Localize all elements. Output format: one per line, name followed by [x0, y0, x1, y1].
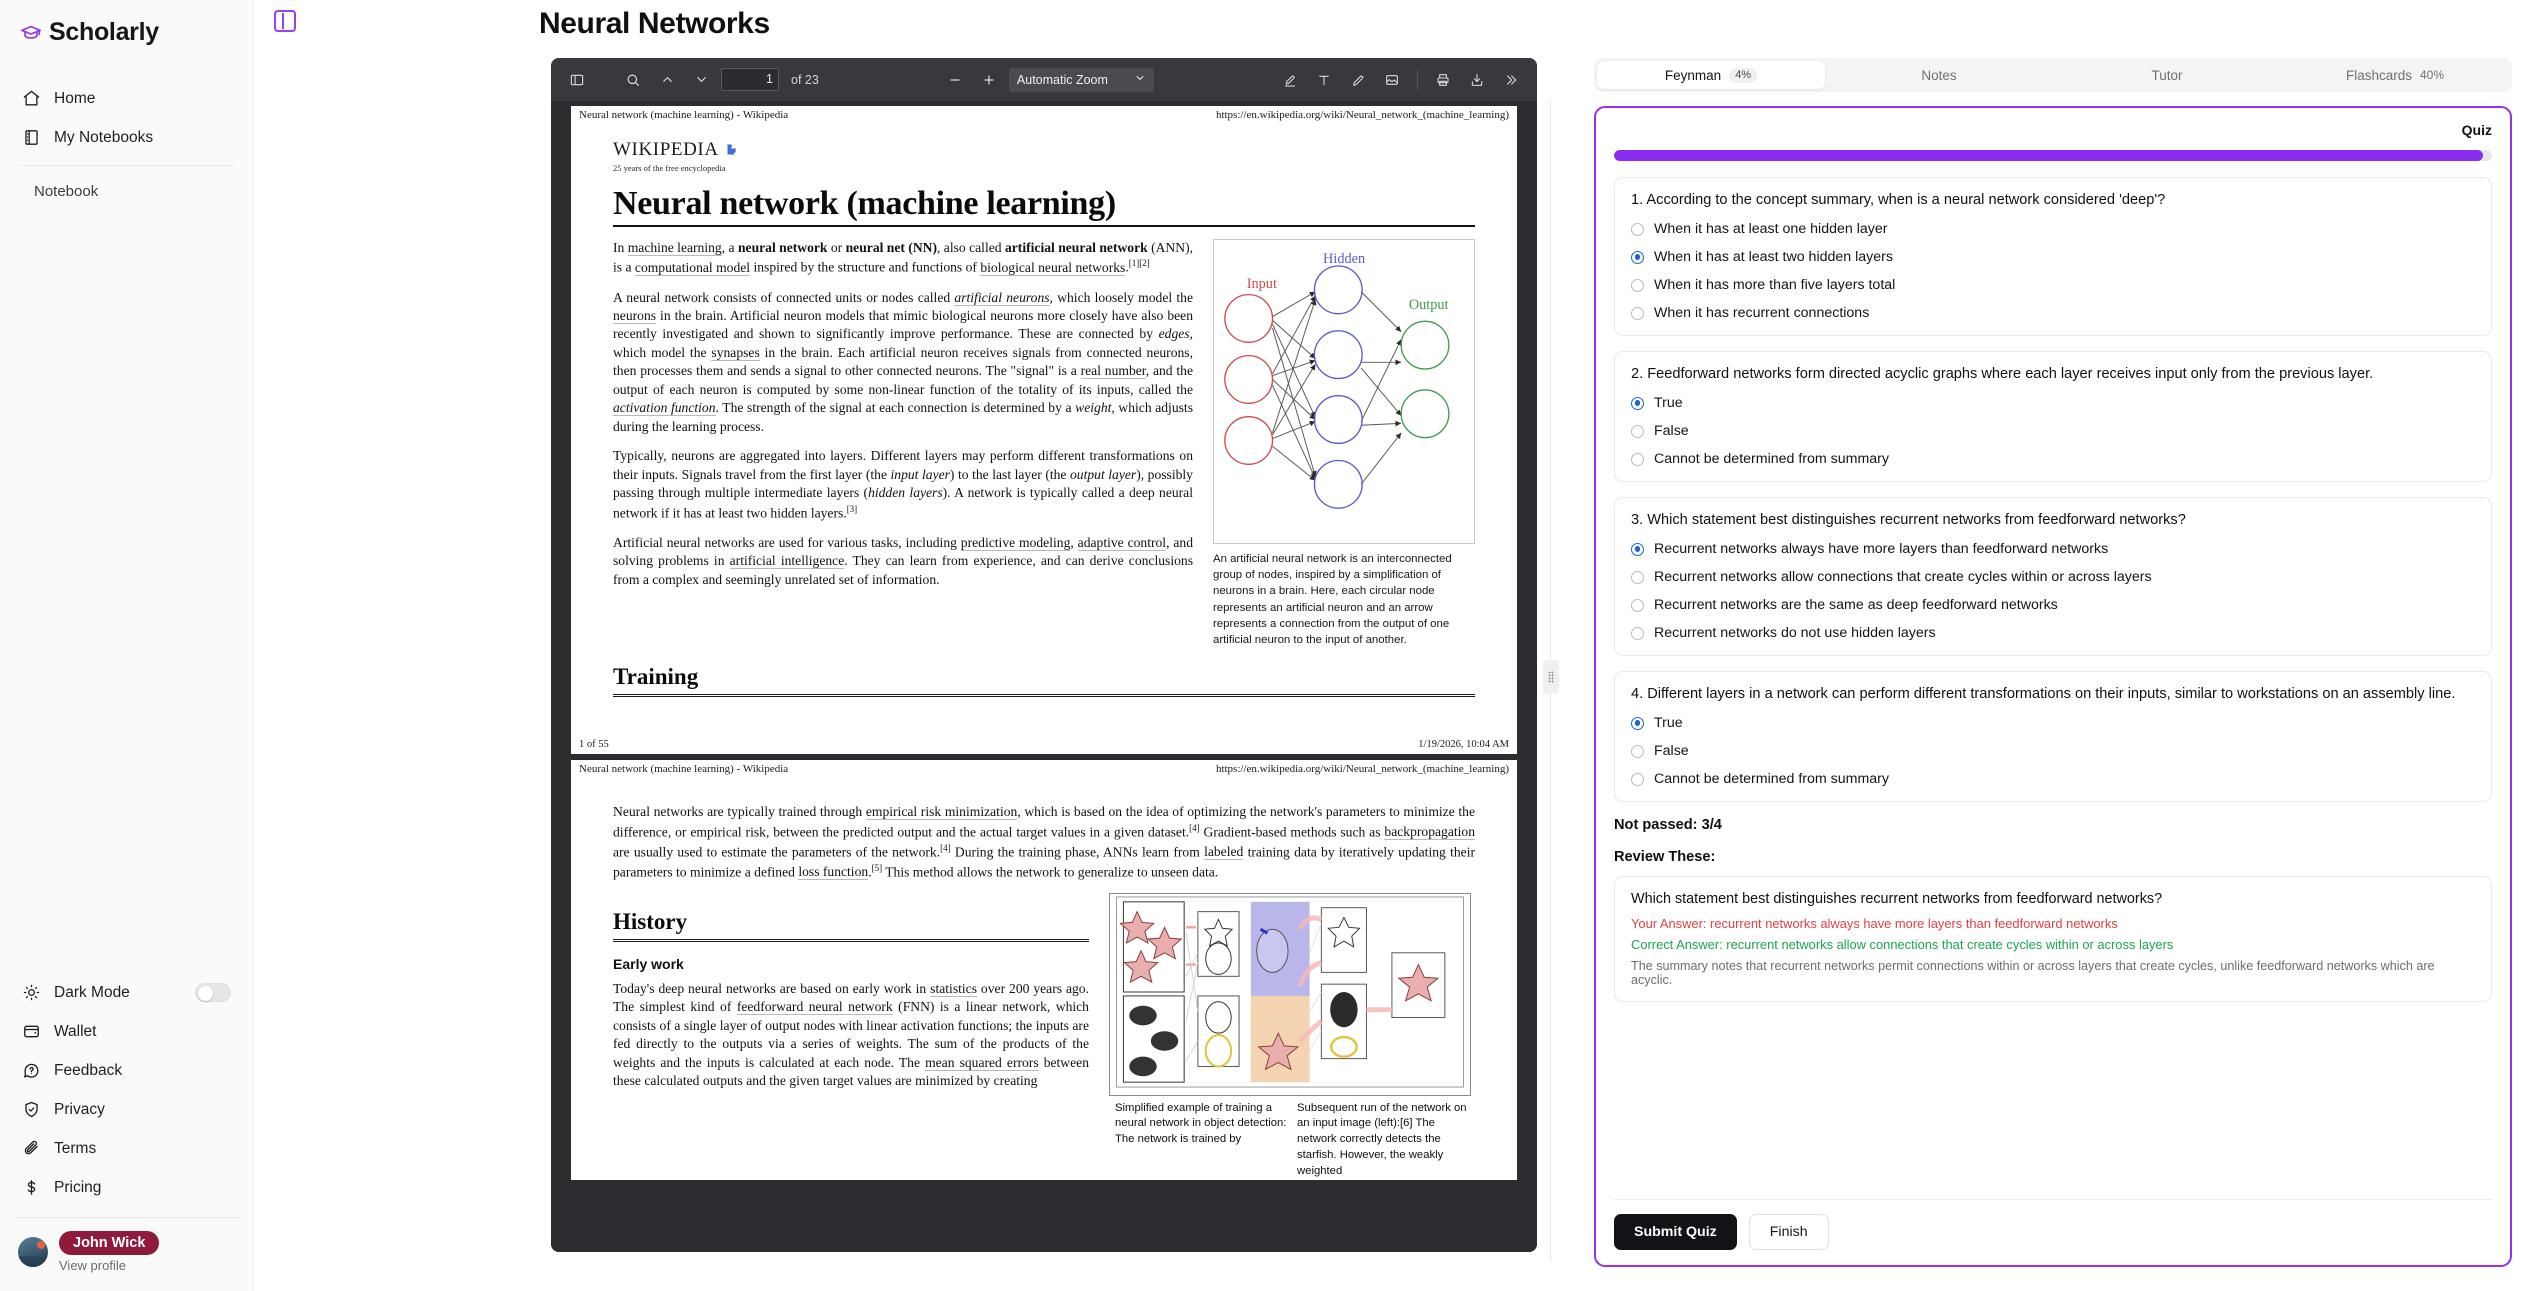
runhead-left: Neural network (machine learning) - Wikipedia	[579, 763, 789, 776]
object-detection-figure	[1109, 893, 1471, 1096]
radio-button-selected[interactable]	[1631, 717, 1644, 730]
sidebar-item-wallet[interactable]	[12, 1012, 241, 1051]
quiz-question	[1614, 671, 2492, 802]
option-label: When it has recurrent connections	[1654, 305, 1870, 321]
sidebar-item-terms[interactable]	[12, 1129, 241, 1168]
page-total-label: of 23	[791, 72, 819, 87]
wikipedia-logo	[613, 139, 1475, 173]
option-label: Recurrent networks do not use hidden layers	[1654, 625, 1936, 641]
option-label: Recurrent networks are the same as deep feedforward networks	[1654, 597, 2058, 613]
quiz-progress-fill	[1614, 150, 2483, 161]
review-explanation: The summary notes that recurrent networks permit connections within or across layers that create cycles, unlike feedforward networks which are acyclic.	[1631, 959, 2435, 987]
option-label: True	[1654, 715, 1683, 731]
image-icon[interactable]	[1378, 66, 1406, 94]
pdf-sidebar-icon[interactable]	[563, 66, 591, 94]
article-columns	[613, 239, 1475, 648]
figure-caption-right: Subsequent run of the network on an input image (left):[6] The network correctly detects the starfish. However, the weakly weighted	[1297, 1101, 1467, 1177]
article-text-column	[613, 239, 1193, 648]
article-figure-column	[1213, 239, 1475, 648]
quiz-option[interactable]	[1631, 541, 2475, 557]
divider	[613, 225, 1475, 227]
more-tools-icon[interactable]	[1497, 66, 1525, 94]
sidebar-item-label: Terms	[54, 1139, 97, 1157]
page-foot-right: 1/19/2026, 10:04 AM	[1418, 739, 1509, 751]
home-icon	[22, 89, 41, 108]
radio-button[interactable]	[1631, 223, 1644, 236]
question-text: 1. According to the concept summary, when is a neural network considered 'deep'?	[1631, 192, 2166, 208]
option-label: True	[1654, 395, 1683, 411]
svg-text:Output: Output	[1408, 296, 1449, 313]
quiz-option[interactable]	[1631, 249, 2475, 265]
sidebar-item-label: Pricing	[54, 1178, 102, 1196]
runhead-right: https://en.wikipedia.org/wiki/Neural_network_(machine_learning)	[1215, 763, 1509, 776]
quiz-card	[1594, 106, 2512, 1267]
pdf-page-2	[571, 760, 1517, 1180]
pdf-viewer	[551, 58, 1537, 1252]
tab-label: Flashcards	[2345, 67, 2412, 83]
question-text: 3. Which statement best distinguishes recurrent networks from feedforward networks?	[1631, 512, 2186, 528]
radio-button[interactable]	[1631, 773, 1644, 786]
chevron-down-icon	[1134, 72, 1146, 87]
sidebar-item-home[interactable]	[12, 79, 241, 118]
grip-dots	[1548, 671, 1554, 683]
plus-icon[interactable]	[975, 66, 1003, 94]
quiz-option[interactable]	[1631, 771, 2475, 787]
profile[interactable]	[0, 1218, 253, 1291]
quiz-option[interactable]	[1631, 305, 2475, 321]
wikipedia-puzzle-icon	[725, 142, 740, 157]
sidebar-item-label: Home	[54, 89, 96, 107]
quiz-question	[1614, 351, 2492, 482]
quiz-option[interactable]	[1631, 743, 2475, 759]
panel-resize-handle[interactable]	[1543, 660, 1559, 694]
option-label: Recurrent networks always have more layers than feedforward networks	[1654, 541, 2109, 557]
radio-button[interactable]	[1631, 425, 1644, 438]
toggle-knob	[198, 986, 213, 1001]
quiz-option[interactable]	[1631, 569, 2475, 585]
quiz-question	[1614, 497, 2492, 656]
quiz-progress-bar	[1614, 150, 2492, 161]
submit-quiz-button[interactable]: Submit Quiz	[1614, 1214, 1737, 1250]
quiz-question	[1614, 177, 2492, 336]
tab-flashcards[interactable]	[2281, 61, 2509, 89]
sidebar-spacer	[0, 209, 253, 973]
option-label: When it has at least one hidden layer	[1654, 221, 1888, 237]
study-tabs	[1594, 58, 2512, 92]
zoom-value: Automatic Zoom	[1016, 72, 1108, 87]
review-question: Which statement best distinguishes recurrent networks from feedforward networks?	[1631, 891, 2163, 907]
brand-name: Scholarly	[49, 18, 159, 46]
neural-network-diagram	[1213, 239, 1475, 544]
study-panel	[1594, 58, 2512, 1267]
option-label: Cannot be determined from summary	[1654, 771, 1889, 787]
brand[interactable]	[0, 0, 253, 65]
tab-notes[interactable]	[1825, 61, 2053, 89]
subsection-heading-early-work: Early work	[613, 955, 684, 972]
divider	[613, 939, 1089, 942]
quiz-option[interactable]	[1631, 715, 2475, 731]
radio-button[interactable]	[1631, 307, 1644, 320]
option-label: When it has at least two hidden layers	[1654, 249, 1893, 265]
pdf-scroll-area[interactable]	[551, 102, 1537, 1252]
object-detection-svg	[1110, 894, 1470, 1090]
secondary-nav	[0, 973, 253, 1207]
quiz-option[interactable]	[1631, 625, 2475, 641]
runhead-right: https://en.wikipedia.org/wiki/Neural_network_(machine_learning)	[1215, 109, 1509, 121]
paperclip-icon	[22, 1139, 41, 1158]
draw-icon[interactable]	[1344, 66, 1372, 94]
article-paragraph: Artificial neural networks are used for various tasks, including predictive modeling, adaptive control, and solving problems in artificial intelligence. They can learn from experience, and can derive conclusions from a complex and seemingly unrelated set of information.	[613, 534, 1193, 587]
highlight-icon[interactable]	[1276, 66, 1304, 94]
main-area	[254, 0, 2544, 1291]
sun-icon	[22, 983, 41, 1002]
tab-label: Feynman	[1664, 67, 1722, 83]
section-heading-history: History	[613, 908, 688, 934]
profile-name: John Wick	[59, 1231, 159, 1255]
quiz-score: Not passed: 3/4	[1614, 817, 1722, 833]
sidebar-item-label: Feedback	[54, 1061, 123, 1079]
svg-text:Input: Input	[1246, 275, 1277, 292]
review-item	[1614, 876, 2492, 1002]
sidebar-item-privacy[interactable]	[12, 1090, 241, 1129]
minus-icon[interactable]	[941, 66, 969, 94]
radio-button[interactable]	[1631, 627, 1644, 640]
pdf-running-head	[571, 106, 1517, 121]
sidebar-item-feedback[interactable]	[12, 1051, 241, 1090]
option-label: Cannot be determined from summary	[1654, 451, 1889, 467]
quiz-option[interactable]	[1631, 597, 2475, 613]
primary-nav	[0, 65, 253, 209]
figure-captions	[1109, 1096, 1475, 1180]
sidebar	[0, 0, 254, 1291]
review-correct-answer: Correct Answer: recurrent networks allow connections that create cycles within or across layers	[1631, 937, 2174, 952]
pdf-toolbar	[551, 58, 1537, 102]
quiz-option[interactable]	[1631, 277, 2475, 293]
notebook-icon	[22, 128, 41, 147]
search-icon[interactable]	[619, 66, 647, 94]
option-label: False	[1654, 743, 1689, 759]
tab-progress-badge: 40%	[2420, 68, 2445, 82]
text-icon[interactable]	[1310, 66, 1338, 94]
chevron-down-icon[interactable]	[687, 66, 715, 94]
quiz-option[interactable]	[1631, 395, 2475, 411]
tab-progress-badge: 4%	[1729, 68, 1757, 83]
option-label: False	[1654, 423, 1689, 439]
radio-button[interactable]	[1631, 453, 1644, 466]
question-circle-icon	[22, 1061, 41, 1080]
radio-button-selected[interactable]	[1631, 543, 1644, 556]
history-columns	[613, 893, 1475, 1180]
dollar-icon	[22, 1178, 41, 1197]
sidebar-item-dark-mode[interactable]	[12, 973, 241, 1012]
article-paragraph: Typically, neurons are aggregated into layers. Different layers may perform different transformations on their inputs. Signals travel from the first layer (the input layer) to the last layer (the output layer), possibly passing through multiple intermediate layers (hidden layers). A network is typically called a deep neural network if it has at least two hidden layers.[3]	[613, 448, 1193, 521]
history-text-column	[613, 893, 1089, 1180]
tab-label: Tutor	[2151, 67, 2183, 83]
chevron-up-icon[interactable]	[653, 66, 681, 94]
radio-button[interactable]	[1631, 599, 1644, 612]
quiz-option[interactable]	[1631, 221, 2475, 237]
quiz-option[interactable]	[1631, 451, 2475, 467]
wikipedia-wordmark: WIKIPEDIA	[613, 139, 719, 160]
page-number-input[interactable]: 1	[721, 68, 779, 91]
page-title: Neural Networks	[539, 7, 770, 40]
graduation-cap-icon	[20, 23, 39, 42]
page-foot-left: 1 of 55	[579, 739, 609, 751]
pdf-page-1	[571, 106, 1517, 754]
sidebar-item-label: My Notebooks	[54, 128, 154, 146]
radio-button[interactable]	[1631, 571, 1644, 584]
avatar	[18, 1237, 48, 1267]
radio-button[interactable]	[1631, 745, 1644, 758]
article-paragraph: In machine learning, a neural network or neural net (NN), also called artificial neural network (ANN), is a computational model inspired by the structure and functions of biological neural networks.[1][2]	[613, 240, 1193, 276]
section-heading-training: Training	[613, 664, 699, 690]
tab-tutor[interactable]	[2053, 61, 2281, 89]
figure-caption: An artificial neural network is an interconnected group of nodes, inspired by a simplification of neurons in a brain. Here, each circular node represents an artificial neuron and an arrow represents a connection from the output of one artificial neuron to the input of another.	[1213, 553, 1452, 646]
pdf-page-body	[571, 121, 1517, 733]
article-paragraph: Today's deep neural networks are based on early work in statistics over 200 years ago. The simplest kind of feedforward neural network (FNN) is a linear network, which consists of a single layer of output nodes with linear activation functions; the inputs are fed directly to the outputs via a series of weights. The sum of the products of the weights and the inputs is calculated at each node. The mean squared errors between these calculated outputs and the given target values are minimized by creating	[613, 980, 1089, 1089]
article-paragraph: Neural networks are typically trained through empirical risk minimization, which is based on the idea of optimizing the network's parameters to minimize the difference, or empirical risk, between the predicted output and the actual target values in a given dataset.[4] Gradient-based methods such as backpropagation are usually used to estimate the parameters of the network.[4] During the training phase, ANNs learn from labeled training data by iteratively updating their parameters to minimize a defined loss function.[5] This method allows the network to generalize to unseen data.	[613, 804, 1475, 880]
question-text: 4. Different layers in a network can perform different transformations on their inputs, similar to workstations on an assembly line.	[1631, 686, 2456, 702]
zoom-select[interactable]	[1009, 68, 1154, 92]
wikipedia-tagline: 25 years of the free encyclopedia	[613, 163, 726, 173]
divider	[20, 165, 233, 166]
tab-label: Notes	[1921, 67, 1957, 83]
view-profile-link[interactable]: View profile	[59, 1258, 126, 1273]
radio-button-selected[interactable]	[1631, 251, 1644, 264]
print-icon[interactable]	[1429, 66, 1457, 94]
radio-button[interactable]	[1631, 279, 1644, 292]
quiz-questions-scroll[interactable]	[1614, 177, 2492, 1191]
wallet-icon	[22, 1022, 41, 1041]
svg-text:Hidden: Hidden	[1323, 251, 1366, 268]
review-heading: Review These:	[1614, 849, 1716, 865]
shield-check-icon	[22, 1100, 41, 1119]
pdf-running-head	[571, 760, 1517, 775]
pdf-page-footer	[571, 733, 1517, 754]
option-label: When it has more than five layers total	[1654, 277, 1896, 293]
sidebar-toggle-icon[interactable]	[274, 10, 296, 32]
figure-caption-left: Simplified example of training a neural network in object detection: The network is trained by	[1115, 1101, 1287, 1146]
quiz-option[interactable]	[1631, 423, 2475, 439]
save-icon[interactable]	[1463, 66, 1491, 94]
neural-network-svg	[1220, 246, 1468, 532]
sidebar-item-label: Wallet	[54, 1022, 97, 1040]
sidebar-item-label: Dark Mode	[54, 983, 130, 1001]
article-title: Neural network (machine learning)	[613, 185, 1116, 222]
question-text: 2. Feedforward networks form directed acyclic graphs where each layer receives input only from the previous layer.	[1631, 366, 2374, 382]
pdf-page-body	[571, 775, 1517, 1180]
review-your-answer: Your Answer: recurrent networks always have more layers than feedforward networks	[1631, 916, 2118, 931]
sidebar-item-pricing[interactable]	[12, 1168, 241, 1207]
divider	[1417, 70, 1418, 90]
sidebar-item-my-notebooks[interactable]	[12, 118, 241, 157]
runhead-left: Neural network (machine learning) - Wikipedia	[579, 109, 789, 121]
article-paragraph: A neural network consists of connected units or nodes called artificial neurons, which loosely model the neurons in the brain. Artificial neuron models that mimic biological neurons more closely have also been recently investigated and shown to significantly improve performance. These are connected by edges, which model the synapses in the brain. Each artificial neuron receives signals from connected neurons, then processes them and sends a signal to other connected neurons. The "signal" is a real number, and the output of each neuron is computed by some non-linear function of the totality of its inputs, called the activation function. The strength of the signal at each connection is determined by a weight, which adjusts during the learning process.	[613, 289, 1193, 434]
dark-mode-toggle[interactable]	[195, 983, 231, 1002]
quiz-actions	[1614, 1199, 2492, 1265]
sidebar-item-label: Privacy	[54, 1100, 105, 1118]
quiz-title: Quiz	[2461, 122, 2492, 138]
history-figure-column	[1109, 893, 1475, 1180]
finish-button[interactable]: Finish	[1749, 1214, 1829, 1250]
tab-feynman[interactable]	[1597, 61, 1825, 89]
option-label: Recurrent networks allow connections that create cycles within or across layers	[1654, 569, 2152, 585]
sidebar-section-notebook[interactable]: Notebook	[34, 183, 99, 200]
quiz-header	[1614, 122, 2492, 138]
radio-button-selected[interactable]	[1631, 397, 1644, 410]
